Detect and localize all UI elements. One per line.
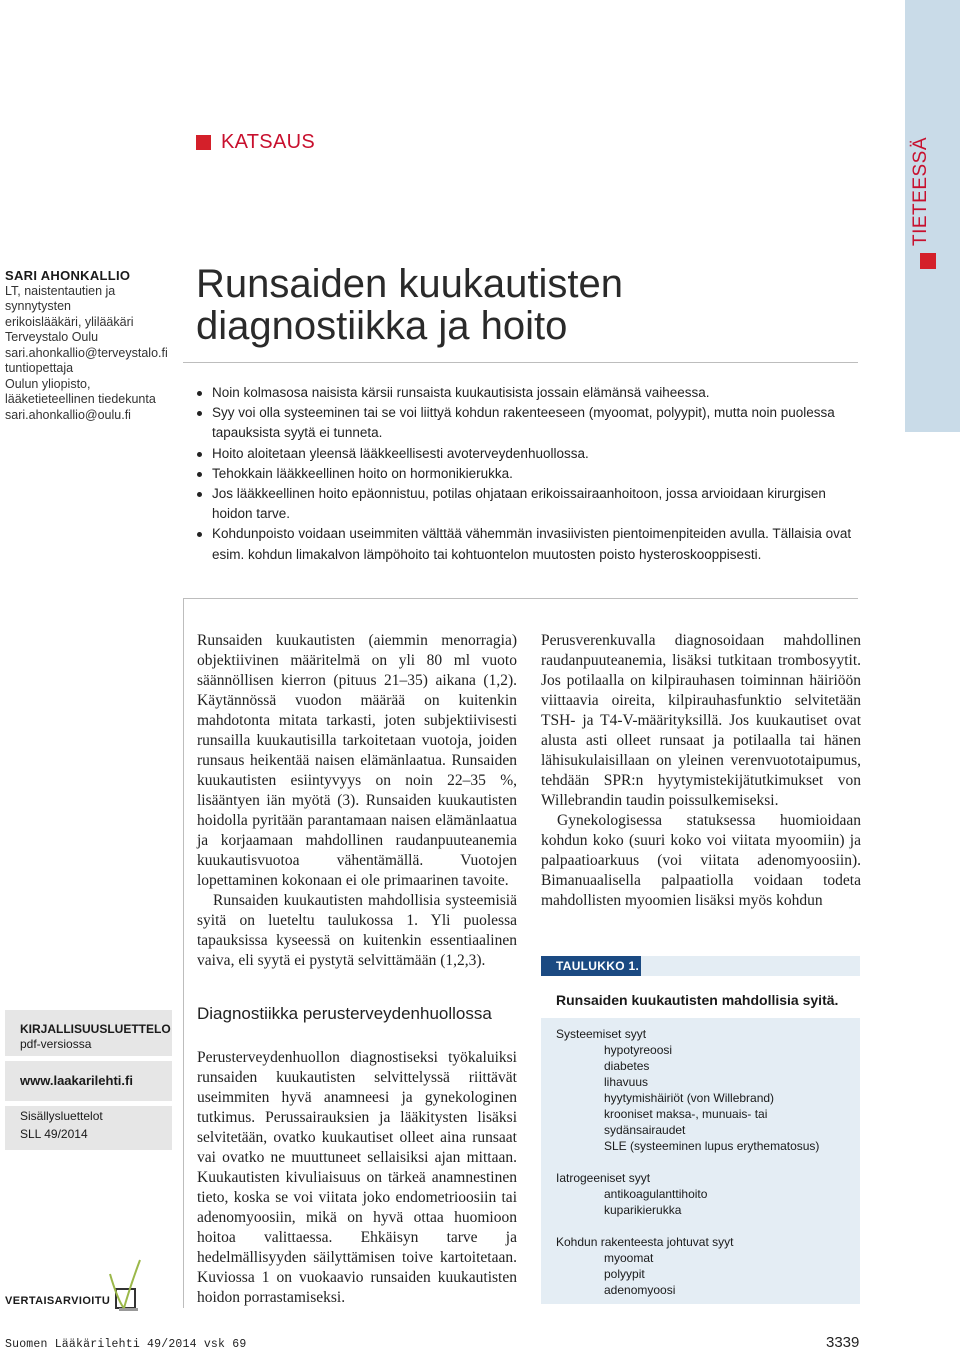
- lead-bullet: Syy voi olla systeeminen tai se voi liittyä kohdun rakenteeseen (myoomat, polyypit), mutta noin puolessa tapauksista syytä ei tunneta.: [196, 403, 856, 443]
- site-link[interactable]: www.laakarilehti.fi: [20, 1073, 133, 1088]
- lead-bullet: Noin kolmasosa naisista kärsii runsaista kuukautisista jossain elämänsä vaiheessa.: [196, 383, 856, 403]
- author-line: erikoislääkäri, ylilääkäri: [5, 314, 134, 329]
- body-paragraph: Runsaiden kuukautisten mahdollisia systeemisiä syitä on lueteltu taulukossa 1. Yli puolessa tapauksissa kyseessä on kuitenkin essentiaalinen vaiva, eli syytä ei pystytä selvittämään (1,2,3).: [197, 892, 517, 969]
- lead-bullet: Tehokkain lääkkeellinen hoito on hormonikierukka.: [196, 464, 856, 484]
- table-item: diabetes: [604, 1059, 650, 1073]
- table-item: krooniset maksa-, munuais- tai sydänsairaudet: [604, 1107, 768, 1137]
- footer-journal: Suomen Lääkärilehti 49/2014 vsk 69: [5, 1338, 247, 1351]
- body-column-1: [197, 631, 517, 971]
- table-title: Runsaiden kuukautisten mahdollisia syitä.: [556, 992, 839, 1008]
- author-email[interactable]: sari.ahonkallio@terveystalo.fi: [5, 345, 168, 360]
- tab-red-square: [920, 253, 936, 269]
- table-body: [541, 1018, 860, 1304]
- table-item: myoomat: [604, 1251, 654, 1265]
- body-paragraph: Runsaiden kuukautisten (aiemmin menorragia) objektiivinen määritelmä on yli 80 ml vuoto säännöllisen kierron (pituus 21–35) aikana (1,2). Käytännössä vuodon määrää on kuitenkin mahdotonta mitata tarkasti, joten subjektiivisesti runsailla kuukautisilla tarkoitetaan vuotoja, joiden runsaus heikentää naisen elämänlaatua. Runsaiden kuukautisten esiintyvyys on noin 22–35 %, lisääntyen iän myötä (3). Runsaiden kuukautisten hoidolla pyritään parantamaan naisen elämänlaatua ja korjaamaan mahdollinen raudanpuuteanemia kuukautisvuotoa vähentämällä. Vuotojen lopettaminen kokonaan ei ole primaarinen tavoite.: [197, 632, 517, 889]
- peer-review-label: VERTAISARVIOITU: [5, 1295, 111, 1307]
- reference-box: [5, 1010, 172, 1150]
- subheading: Diagnostiikka perusterveydenhuollossa: [197, 1004, 492, 1023]
- divider: [183, 598, 858, 599]
- table-group: [556, 1170, 707, 1218]
- table-item: lihavuus: [604, 1075, 649, 1089]
- section-label: KATSAUS: [221, 130, 315, 153]
- side-tab: [905, 0, 960, 432]
- body-column-1-continued: [197, 1048, 517, 1308]
- side-tab-label: TIETEESSÄ: [910, 136, 931, 246]
- author-line: LT, naistentautien ja synnytysten: [5, 283, 116, 313]
- reference-sub: pdf-versiossa: [20, 1037, 92, 1051]
- table-group-heading: Iatrogeeniset syyt: [556, 1171, 651, 1185]
- author-line: Oulun yliopisto,: [5, 376, 91, 391]
- body-paragraph: Perusterveydenhuollon diagnostiseksi työkaluiksi runsaiden kuukautisten selvittelyssä riittävät useimmiten hyvä anamneesi ja gynekologinen tutkimus. Perussairauksien ja lääkitysten lisäksi selvitetään, ovatko kuukautiset olleet aina runsaat vai ovatko ne muuttuneet sellaisiksi ajan mittaan. Kuukautisten kivuliaisuus on tärkeä anamnestinen tieto, koska se voi viitata joko endometrioosiin tai adenomyoosiin, mikä on hyvä ottaa huomioon hoitoa valittaessa. Ehkäisyn tarve ja hedelmällisyyden säilyttämisen toive kartoitetaan. Kuviossa 1 on vuokaavio runsaiden kuukautisten hoidon porrastamiseksi.: [197, 1049, 517, 1306]
- table-box: [541, 956, 860, 1306]
- table-group: [556, 1234, 733, 1298]
- author-line: lääketieteellinen tiedekunta: [5, 392, 156, 406]
- table-item: hyytymishäiriöt (von Willebrand): [604, 1091, 775, 1105]
- section-header: [196, 130, 315, 154]
- lead-bullet: Kohdunpoisto voidaan useimmiten välttää vähemmän invasiivisten pientoimenpiteiden avulla. Tällaisia ovat esim. kohdun limakalvon lämpöhoito tai kohtuontelon muutosten poisto hysteroskooppisesti.: [196, 524, 856, 564]
- author-block: [5, 268, 180, 423]
- peer-review-check-icon: [104, 1256, 144, 1314]
- lead-bullet: Hoito aloitetaan yleensä lääkkeellisesti avoterveydenhuollossa.: [196, 444, 856, 464]
- table-group: [556, 1026, 819, 1154]
- author-line: Terveystalo Oulu: [5, 330, 99, 344]
- body-column-2: [541, 631, 861, 911]
- table-tag: TAULUKKO 1.: [541, 956, 641, 976]
- table-item: kuparikierukka: [604, 1203, 682, 1217]
- section-red-square: [196, 135, 211, 150]
- page-number: 3339: [826, 1334, 860, 1351]
- table-group-heading: Systeemiset syyt: [556, 1027, 647, 1041]
- author-line: tuntiopettaja: [5, 361, 74, 375]
- title-line: Runsaiden kuukautisten: [196, 262, 623, 306]
- lead-bullet: Jos lääkkeellinen hoito epäonnistuu, potilas ohjataan erikoissairaanhoitoon, jossa arvioidaan kirurgisen hoidon tarve.: [196, 484, 856, 524]
- lead-bullet-list: [196, 383, 856, 565]
- table-item: SLE (systeeminen lupus erythematosus): [604, 1139, 820, 1153]
- author-email[interactable]: sari.ahonkallio@oulu.fi: [5, 407, 131, 422]
- reference-label: KIRJALLISUUSLUETTELO: [20, 1022, 171, 1036]
- table-item: adenomyoosi: [604, 1283, 676, 1297]
- table-group-heading: Kohdun rakenteesta johtuvat syyt: [556, 1235, 734, 1249]
- table-item: polyypit: [604, 1267, 645, 1281]
- author-name: SARI AHONKALLIO: [5, 268, 131, 283]
- table-item: antikoagulanttihoito: [604, 1187, 708, 1201]
- column-rule: [183, 598, 184, 1308]
- divider: [183, 362, 858, 363]
- article-title: [196, 263, 886, 347]
- table-item: hypotyreoosi: [604, 1043, 673, 1057]
- body-paragraph: Gynekologisessa statuksessa huomioidaan kohdun koko (suuri koko voi viitata myoomiin) ja palpaatioarkuus (voi viitata adenomyoosiin). Bimanuaalisella palpaatiolla voidaan todeta mahdollisten myoomien lisäksi myös kohdun: [541, 812, 861, 909]
- toc-issue: SLL 49/2014: [20, 1127, 88, 1141]
- body-paragraph: Perusverenkuvalla diagnosoidaan mahdollinen raudanpuuteanemia, lisäksi tutkitaan trombosyytit. Jos potilaalla on kilpirauhasen toiminnan häiriöön viittaavia oireita, kilpirauhasfunktio selvitetään TSH- ja T4-V-määrityksillä. Jos kuukautiset ovat alusta asti olleet runsaat ja potilaalla tai hänen lähisukulaisillaan on yleinen verenvuototaipumus, tehdään SPR:n hyytymistekijätutkimukset von Willebrandin taudin poissulkemiseksi.: [541, 632, 861, 809]
- title-line: diagnostiikka ja hoito: [196, 304, 568, 348]
- toc-label: Sisällysluettelot: [20, 1109, 103, 1123]
